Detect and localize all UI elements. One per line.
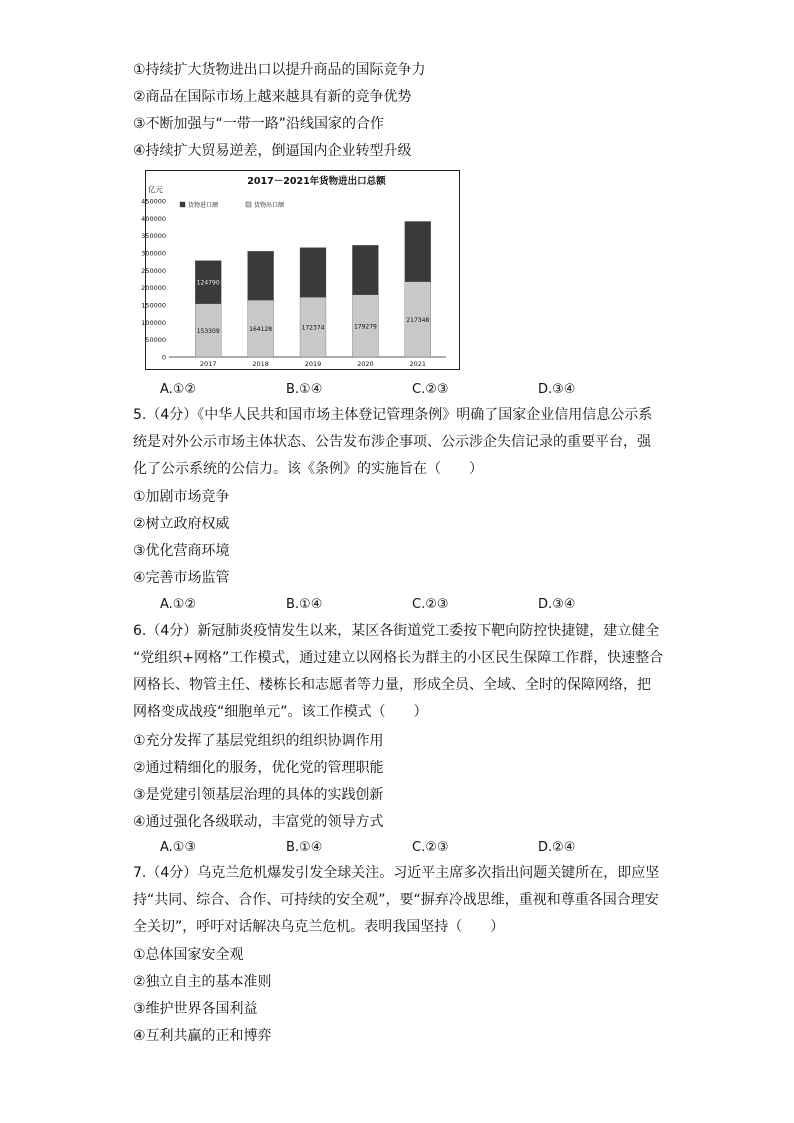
q6-stem-line: 6.（4分）新冠肺炎疫情发生以来，某区各街道党工委按下靶向防控快捷键，建立健全 [133, 623, 660, 639]
chart-canvas [141, 171, 459, 369]
q6-option-d[interactable]: D.②④ [538, 840, 576, 855]
q7-item: ④互利共赢的正和博弈 [133, 1028, 272, 1044]
q6-stem [133, 618, 663, 726]
x-tick-label: 2017 [199, 360, 217, 368]
data-label: 164128 [249, 326, 273, 334]
q7-stem [133, 860, 663, 941]
q4-option-b[interactable]: B.①④ [286, 382, 323, 397]
x-tick-label: 2020 [357, 360, 374, 368]
trade-bar-chart [141, 170, 460, 370]
q6-stem-line: 网格长、物管主任、楼栋长和志愿者等力量，形成全员、全域、全时的保障网络，把 [133, 677, 651, 693]
q4-option-a[interactable]: A.①② [160, 382, 197, 397]
q6-option-b[interactable]: B.①④ [286, 840, 323, 855]
q7-item: ③维护世界各国利益 [133, 1001, 258, 1017]
legend-swatch [246, 202, 251, 207]
y-tick-label: 450000 [141, 197, 166, 206]
q7-item: ②独立自主的基本准则 [133, 974, 272, 990]
legend-label: 货物进口额 [188, 202, 219, 209]
y-tick-label: 250000 [141, 266, 166, 275]
q5-item: ③优化营商环境 [133, 543, 230, 559]
bar-import [300, 248, 326, 298]
q6-item: ③是党建引领基层治理的具体的实践创新 [133, 787, 384, 803]
q5-option-c[interactable]: C.②③ [412, 597, 449, 612]
statement-3: ③不断加强与“一带一路”沿线国家的合作 [133, 116, 385, 132]
bar-import [405, 221, 431, 281]
bar-import [248, 251, 274, 300]
q6-options [160, 838, 660, 858]
q5-option-b[interactable]: B.①④ [286, 597, 323, 612]
data-label: 153309 [196, 327, 220, 335]
q6-item: ①充分发挥了基层党组织的组织协调作用 [133, 733, 384, 749]
q5-item: ①加剧市场竞争 [133, 489, 230, 505]
q4-option-c[interactable]: C.②③ [412, 382, 449, 397]
q7-item: ①总体国家安全观 [133, 947, 244, 963]
chart-title: 2017－2021年货物进出口总额 [247, 176, 386, 187]
q5-option-a[interactable]: A.①② [160, 597, 197, 612]
legend-swatch [180, 202, 185, 207]
x-tick-label: 2018 [252, 360, 269, 368]
legend-label: 货物出口额 [254, 202, 285, 209]
x-tick-label: 2019 [304, 360, 322, 368]
y-tick-label: 0 [161, 353, 166, 362]
y-tick-label: 50000 [145, 336, 166, 345]
q4-options [160, 380, 660, 400]
q4-option-d[interactable]: D.③④ [538, 382, 576, 397]
q6-item: ②通过精细化的服务，优化党的管理职能 [133, 760, 384, 776]
statement-1: ①持续扩大货物进出口以提升商品的国际竞争力 [133, 62, 426, 78]
q7-stem-line: 7.（4分）乌克兰危机爆发引发全球关注。习近平主席多次指出问题关键所在，即应坚 [133, 865, 660, 881]
bar-import [352, 245, 378, 295]
y-tick-label: 350000 [141, 232, 166, 241]
statement-2: ②商品在国际市场上越来越具有新的竞争优势 [133, 89, 412, 105]
q5-options [160, 595, 660, 615]
q6-option-c[interactable]: C.②③ [412, 840, 449, 855]
q6-item: ④通过强化各级联动，丰富党的领导方式 [133, 814, 384, 830]
statement-4: ④持续扩大贸易逆差，倒逼国内企业转型升级 [133, 143, 412, 159]
q5-stem [133, 402, 663, 483]
q5-stem-line: 5.（4分）《中华人民共和国市场主体登记管理条例》明确了国家企业信用信息公示系 [133, 407, 653, 423]
q6-stem-line: “党组织+网格”工作模式，通过建立以网格长为群主的小区民生保障工作群，快速整合 [133, 650, 664, 666]
data-label: 179279 [353, 323, 377, 331]
y-tick-label: 200000 [141, 284, 166, 293]
y-tick-label: 100000 [141, 318, 166, 327]
y-tick-label: 300000 [141, 249, 166, 258]
data-label: 172374 [301, 324, 325, 332]
y-tick-label: 400000 [141, 214, 166, 223]
data-label: 124790 [196, 279, 220, 287]
y-axis-label: 亿元 [148, 185, 163, 194]
q7-stem-line: 持“共同、综合、合作、可持续的安全观”，要“摒弃冷战思维，重视和尊重各国合理安 [133, 892, 659, 908]
q5-option-d[interactable]: D.③④ [538, 597, 576, 612]
q5-stem-line: 化了公示系统的公信力。该《条例》的实施旨在（ ） [133, 461, 483, 477]
q5-item: ②树立政府权威 [133, 516, 230, 532]
data-label: 217348 [406, 316, 430, 324]
x-tick-label: 2021 [409, 360, 427, 368]
q7-stem-line: 全关切”，呼吁对话解决乌克兰危机。表明我国坚持（ ） [133, 919, 505, 935]
y-tick-label: 150000 [141, 301, 166, 310]
q5-stem-line: 统是对外公示市场主体状态、公告发布涉企事项、公示涉企失信记录的重要平台，强 [133, 434, 651, 450]
q6-option-a[interactable]: A.①③ [160, 840, 197, 855]
q5-item: ④完善市场监管 [133, 570, 230, 586]
q6-stem-line: 网格变成战疫“细胞单元”。该工作模式（ ） [133, 704, 428, 720]
